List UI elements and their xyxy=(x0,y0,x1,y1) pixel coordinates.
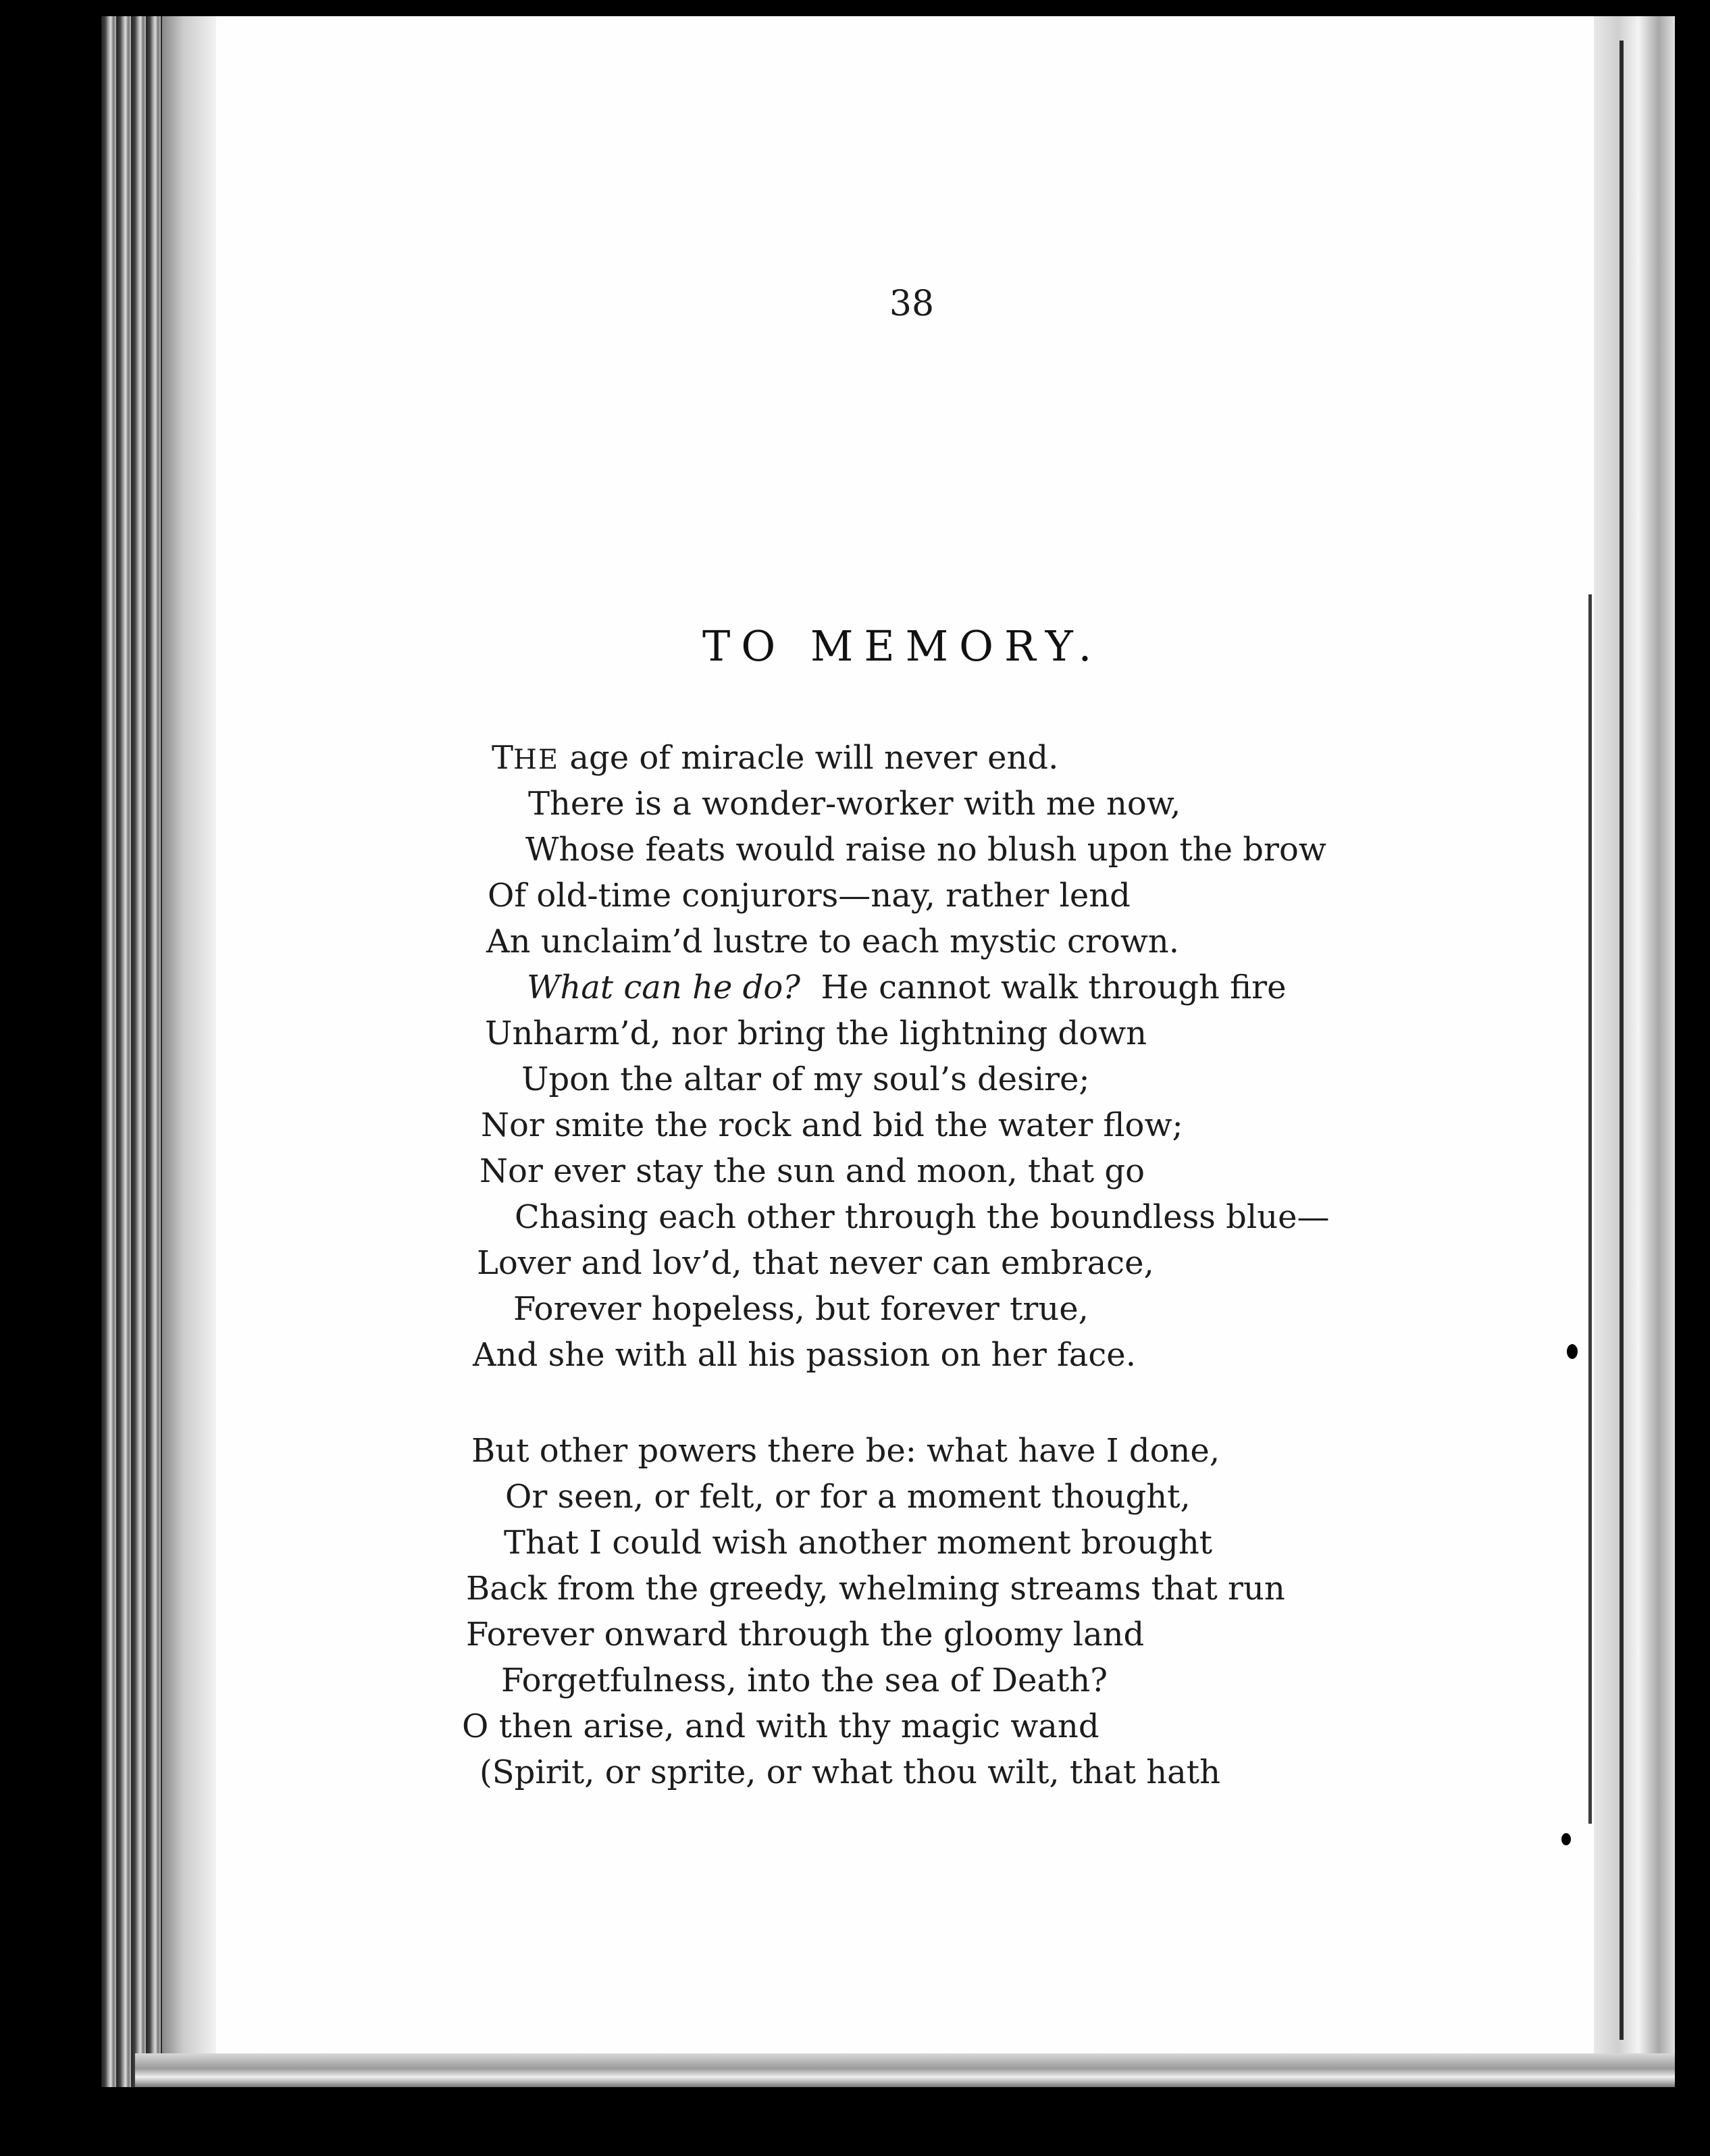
poem-line: Forever onward through the gloomy land xyxy=(466,1616,1145,1653)
poem-line: Upon the altar of my soul’s desire; xyxy=(521,1060,1090,1098)
small-caps-word: HE xyxy=(513,744,560,775)
poem-line: Of old-time conjurors—nay, rather lend xyxy=(488,877,1131,915)
drop-letter: T xyxy=(492,739,514,777)
poem-line: Lover and lov’d, that never can embrace, xyxy=(477,1244,1154,1282)
poem-title: TO MEMORY. xyxy=(702,621,1103,671)
poem-line: That I could wish another moment brought xyxy=(504,1524,1213,1562)
poem-line: Unharm’d, nor bring the lightning down xyxy=(485,1015,1147,1052)
poem-line: And she with all his passion on her face. xyxy=(473,1336,1136,1374)
poem-line: Forgetfulness, into the sea of Death? xyxy=(501,1662,1108,1699)
poem-line xyxy=(527,967,1286,1008)
line-text: He cannot walk through fire xyxy=(800,969,1287,1006)
poem-line: Chasing each other through the boundless blue— xyxy=(515,1198,1330,1236)
poem-line: Whose feats would raise no blush upon the brow xyxy=(525,831,1326,869)
poem-line: Or seen, or felt, or for a moment thought, xyxy=(505,1478,1191,1516)
poem-line: An unclaim’d lustre to each mystic crown. xyxy=(486,923,1179,960)
poem-line: Nor ever stay the sun and moon, that go xyxy=(480,1152,1145,1190)
page-number: 38 xyxy=(889,284,935,324)
poem-line: Nor smite the rock and bid the water flow; xyxy=(481,1106,1183,1144)
poem-line xyxy=(492,738,1058,780)
poem-line: (Spirit, or sprite, or what thou wilt, that hath xyxy=(480,1753,1220,1791)
poem-line: But other powers there be: what have I done, xyxy=(471,1432,1220,1470)
line-text: age of miracle will never end. xyxy=(559,739,1059,777)
poem-line: O then arise, and with thy magic wand xyxy=(462,1708,1099,1745)
poem-line: Back from the greedy, whelming streams that run xyxy=(466,1570,1285,1608)
poem-line: There is a wonder-worker with me now, xyxy=(528,785,1181,823)
poem-line: Forever hopeless, but forever true, xyxy=(513,1290,1089,1328)
italic-question: What can he do? xyxy=(527,969,801,1006)
